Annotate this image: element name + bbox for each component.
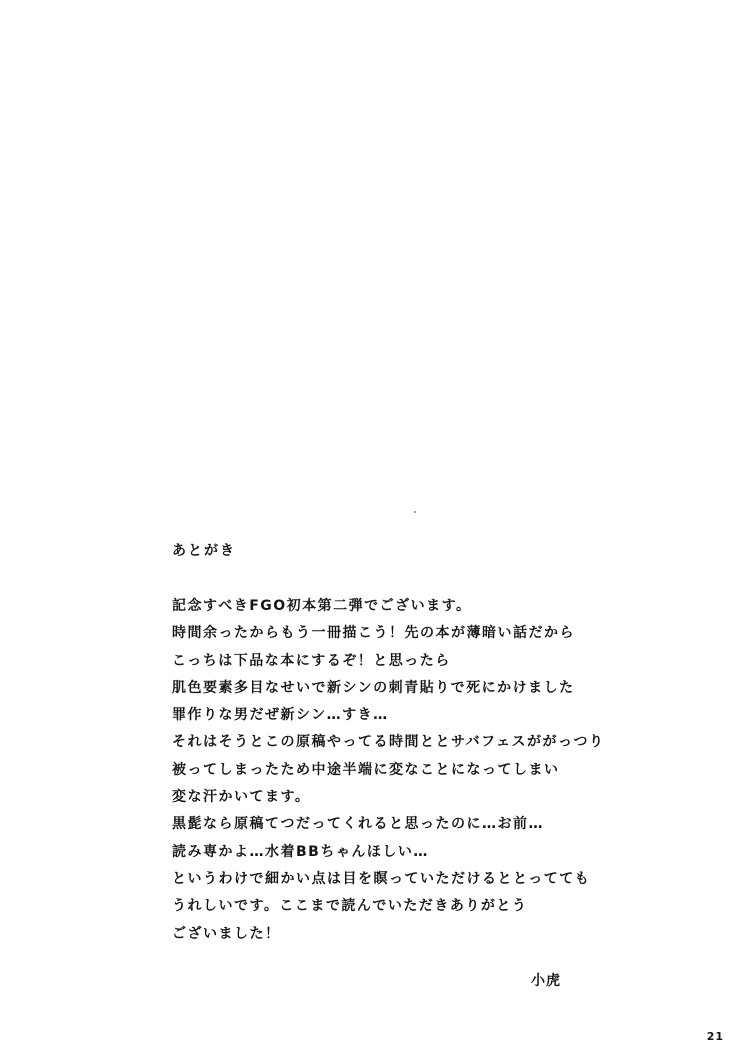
author-signature: 小虎 xyxy=(531,973,561,989)
afterword-heading: あとがき xyxy=(172,543,236,559)
afterword-line: 黒髭なら原稿てつだってくれると思ったのに…お前… xyxy=(172,816,544,833)
afterword-line: ございました！ xyxy=(172,925,281,942)
afterword-line: 罪作りな男だぜ新シン…すき… xyxy=(172,707,389,724)
afterword-line: 変な汗かいてます。 xyxy=(172,789,311,806)
afterword-line: 被ってしまったため中途半端に変なことになってしまい xyxy=(172,761,560,778)
afterword-line: 時間余ったからもう一冊描こう！先の本が薄暗い話だから xyxy=(172,625,575,642)
afterword-line: 肌色要素多目なせいで新シンの刺青貼りで死にかけました xyxy=(172,679,575,696)
afterword-line: うれしいです。ここまで読んでいただきありがとう xyxy=(172,898,528,915)
page-number: 21 xyxy=(706,1030,724,1043)
afterword-line: それはそうとこの原稿やってる時間ととサバフェスががっつり xyxy=(172,734,605,751)
afterword-line: 記念すべきFGO初本第二弾でございます。 xyxy=(172,598,472,614)
afterword-body xyxy=(172,593,652,948)
print-speck xyxy=(414,511,416,513)
afterword-line: こっちは下品な本にするぞ！と思ったら xyxy=(172,652,451,669)
afterword-line: 読み専かよ…水着BBちゃんほしい… xyxy=(172,843,429,860)
afterword-line: というわけで細かい点は目を瞑っていただけるととってても xyxy=(172,870,591,887)
